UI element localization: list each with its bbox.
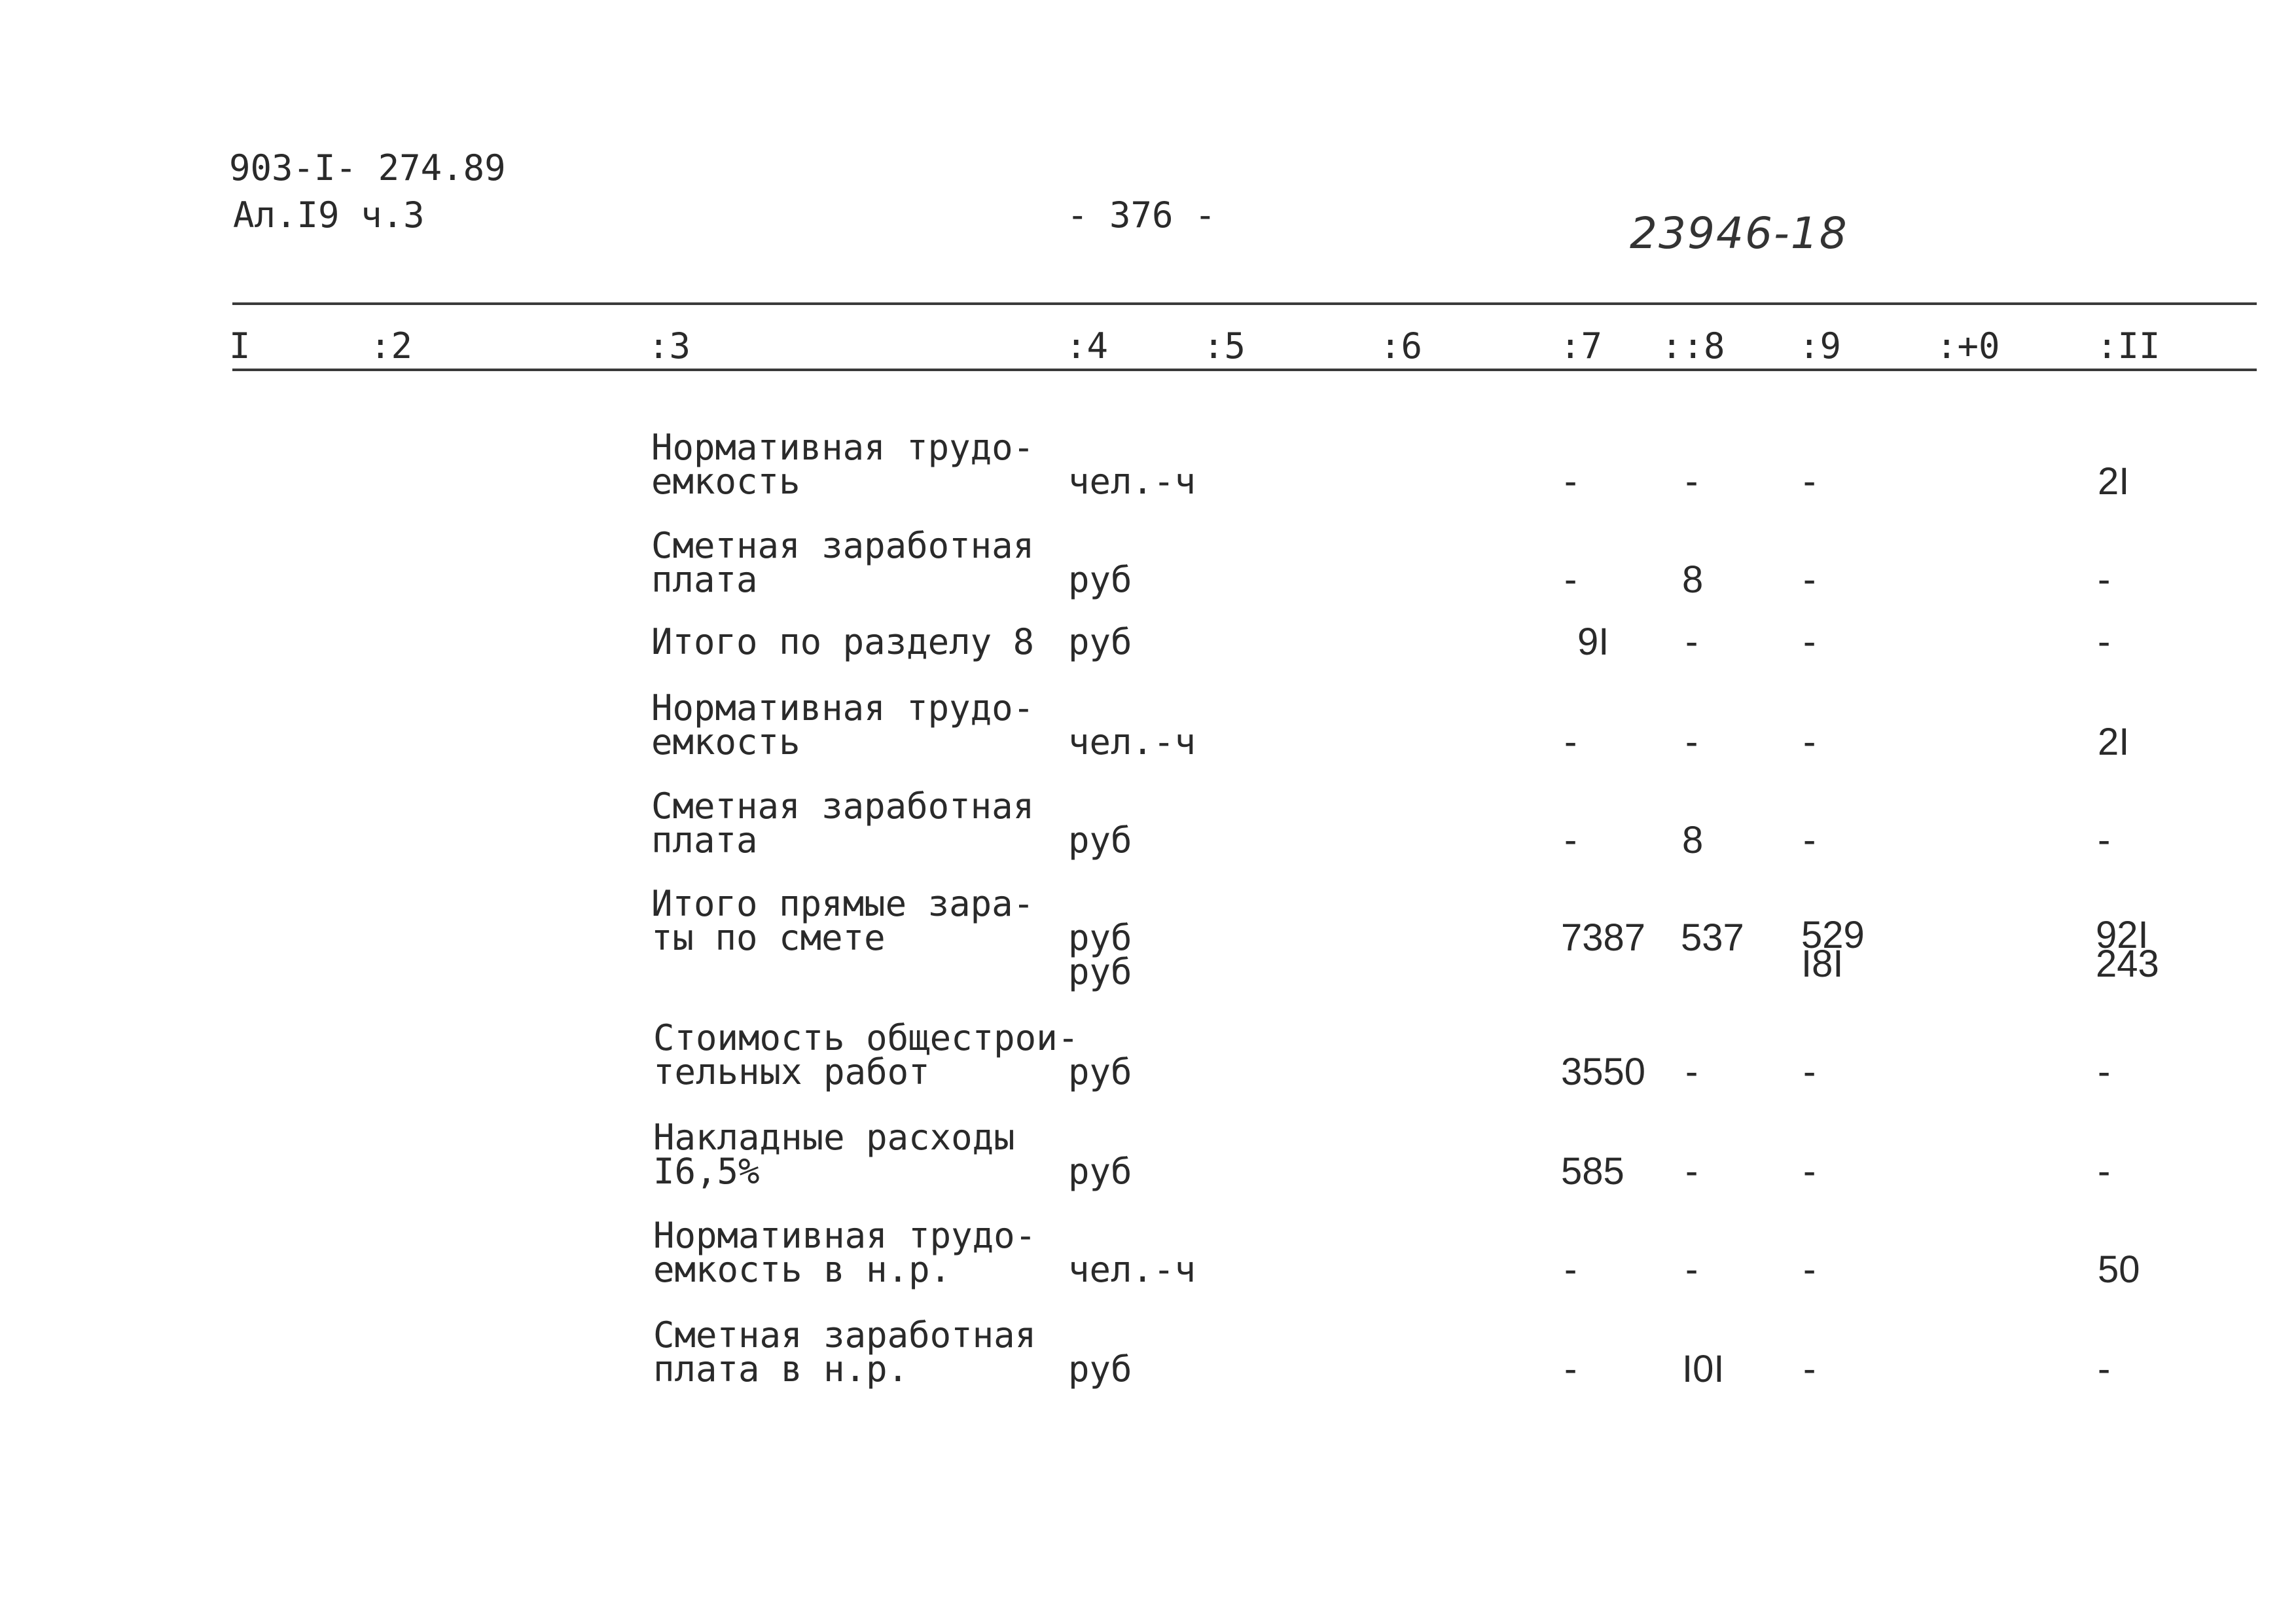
cell-col7: 7387	[1561, 916, 1646, 959]
cell-col11: -	[2098, 558, 2111, 601]
column-header-6: :6	[1380, 325, 1423, 367]
row-description: Нормативная трудо- емкость в н.р.	[653, 1215, 1037, 1290]
cell-col7: 585	[1561, 1150, 1624, 1193]
cell-col8: 537	[1681, 916, 1744, 959]
cell-col11: -	[2098, 1348, 2111, 1390]
cell-col8: -	[1685, 460, 1698, 503]
cell-col11: -	[2098, 1150, 2111, 1193]
page-number: - 376 -	[1067, 194, 1216, 236]
cell-col9: -	[1803, 1150, 1816, 1193]
column-header-4: :4	[1066, 325, 1109, 367]
column-header-2: :2	[370, 325, 413, 367]
cell-col9: -	[1803, 1051, 1816, 1093]
cell-col9: -	[1803, 819, 1816, 861]
cell-col11: 92I 243	[2096, 914, 2159, 985]
row-description: Нормативная трудо- емкость	[651, 687, 1035, 763]
cell-col7: -	[1564, 819, 1577, 861]
table-top-rule	[232, 302, 2257, 305]
cell-col7: -	[1564, 460, 1577, 503]
row-description: Итого по разделу 8	[651, 621, 1035, 662]
column-header-9: :9	[1799, 325, 1842, 367]
cell-col8: -	[1685, 621, 1698, 663]
table-header-rule	[232, 369, 2257, 371]
cell-col9: 529 I8I	[1801, 914, 1865, 985]
cell-col7: 3550	[1561, 1051, 1646, 1093]
cell-col9: -	[1803, 1348, 1816, 1390]
column-header-5: :5	[1203, 325, 1246, 367]
column-header-7: :7	[1560, 325, 1603, 367]
cell-col9: -	[1803, 721, 1816, 763]
cell-col7: -	[1564, 721, 1577, 763]
cell-col11: 2I	[2098, 721, 2130, 763]
cell-col11: -	[2098, 621, 2111, 663]
cell-col8: -	[1685, 1248, 1698, 1291]
cell-col9: -	[1803, 621, 1816, 663]
cell-col11: 50	[2098, 1248, 2140, 1291]
cell-col11: -	[2098, 819, 2111, 861]
cell-col7: -	[1564, 1348, 1577, 1390]
cell-col9: -	[1803, 1248, 1816, 1291]
cell-col8: -	[1685, 721, 1698, 763]
row-unit: руб	[1068, 820, 1132, 861]
cell-col11: 2I	[2098, 460, 2130, 503]
cell-col7: -	[1564, 558, 1577, 601]
document-code: 903-I- 274.89	[229, 147, 506, 189]
column-header-8: ::8	[1661, 325, 1725, 367]
row-unit: руб	[1068, 1051, 1132, 1092]
cell-col8: -	[1685, 1051, 1698, 1093]
row-description: Сметная заработная плата в н.р.	[653, 1314, 1037, 1390]
cell-col8: I0I	[1682, 1348, 1725, 1390]
row-unit: руб руб	[1068, 917, 1132, 992]
cell-col8: 8	[1682, 819, 1704, 861]
row-unit: чел.-ч	[1068, 721, 1196, 763]
cell-col9: -	[1803, 558, 1816, 601]
album-reference: Ал.I9 ч.3	[233, 194, 425, 236]
inventory-stamp-number: 23946-18	[1630, 208, 1848, 259]
row-unit: руб	[1068, 621, 1132, 662]
row-unit: руб	[1068, 559, 1132, 600]
cell-col7: 9I	[1577, 621, 1609, 663]
row-description: Стоимость общестрои- тельных работ	[653, 1017, 1079, 1092]
column-header-11: :II	[2096, 325, 2161, 367]
row-description: Сметная заработная плата	[651, 525, 1035, 600]
column-header-3: :3	[648, 325, 691, 367]
row-unit: руб	[1068, 1348, 1132, 1390]
row-description: Нормативная трудо- емкость	[651, 427, 1035, 502]
cell-col11: -	[2098, 1051, 2111, 1093]
column-header-10: :+0	[1936, 325, 2000, 367]
cell-col8: -	[1685, 1150, 1698, 1193]
row-description: Сметная заработная плата	[651, 785, 1035, 861]
cell-col7: -	[1564, 1248, 1577, 1291]
row-unit: чел.-ч	[1068, 1249, 1196, 1290]
cell-col8: 8	[1682, 558, 1704, 601]
row-description: Накладные расходы I6,5%	[653, 1117, 1015, 1192]
cell-col9: -	[1803, 460, 1816, 503]
row-unit: чел.-ч	[1068, 461, 1196, 502]
row-unit: руб	[1068, 1151, 1132, 1192]
row-description: Итого прямые зара- ты по смете	[651, 883, 1035, 958]
column-header-1: I	[229, 325, 251, 367]
